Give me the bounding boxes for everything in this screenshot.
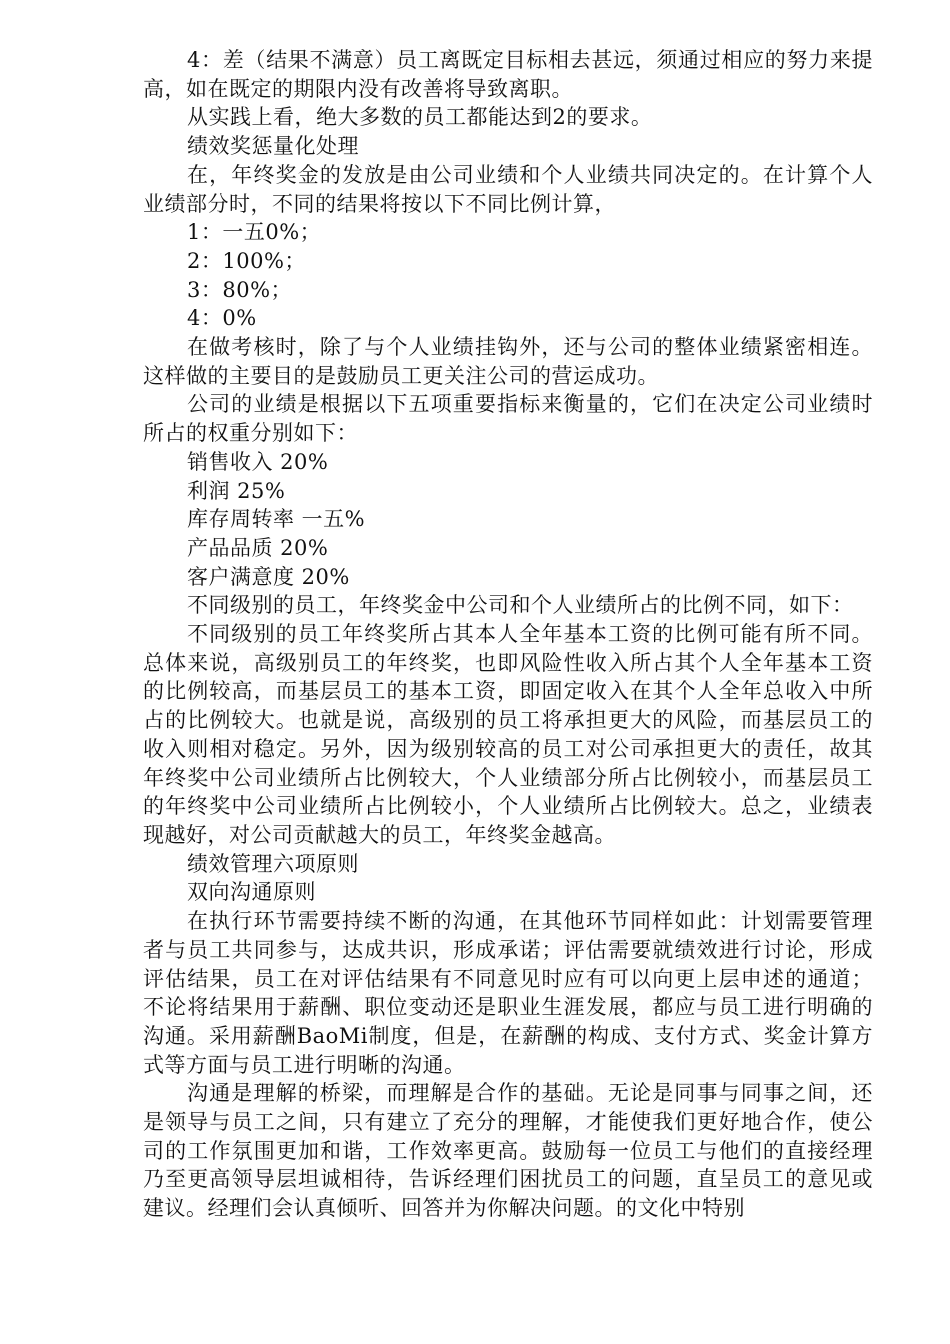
list-item: 1：一五0%； — [187, 220, 322, 245]
list-item: 利润 25% — [187, 478, 286, 503]
paragraph: 沟通是理解的桥梁，而理解是合作的基础。无论是同事与同事之间，还是领导与员工之间，只有建立了充分的理解，才能使我们更好地合作，使公司的工作氛围更加和谐，工作效率更高。鼓励每一位员工与他们的直接经理乃至更高领导层坦诚相待，告诉经理们困扰员工的问题，直呈员工的意见或建议。经理们会认真倾听、回答并为你解决问题。的文化中特别 — [143, 1081, 873, 1221]
paragraph: 在，年终奖金的发放是由公司业绩和个人业绩共同决定的。在计算个人业绩部分时，不同的结果将按以下不同比例计算， — [143, 162, 873, 216]
paragraph: 在做考核时，除了与个人业绩挂钩外，还与公司的整体业绩紧密相连。这样做的主要目的是鼓励员工更关注公司的营运成功。 — [143, 335, 873, 388]
list-item: 销售收入 20% — [187, 449, 329, 474]
section-heading: 绩效管理六项原则 — [187, 851, 359, 876]
list-item: 3：80%； — [187, 277, 293, 302]
list-item: 产品品质 20% — [187, 535, 329, 560]
list-item: 2：100%； — [187, 248, 306, 273]
document-body — [143, 46, 873, 1223]
list-item: 客户满意度 20% — [187, 564, 350, 589]
paragraph: 在执行环节需要持续不断的沟通，在其他环节同样如此：计划需要管理者与员工共同参与，达成共识，形成承诺；评估需要就绩效进行讨论，形成评估结果，员工在对评估结果有不同意见时应有可以向更上层申述的通道；不论将结果用于薪酬、职位变动还是职业生涯发展，都应与员工进行明确的沟通。采用薪酬BaoMi制度，但是，在薪酬的构成、支付方式、奖金计算方式等方面与员工进行明晰的沟通。 — [143, 909, 873, 1077]
list-item: 库存周转率 一五% — [187, 507, 366, 532]
paragraph: 从实践上看，绝大多数的员工都能达到2的要求。 — [187, 105, 653, 130]
list-item: 4：0% — [187, 306, 257, 331]
section-heading: 双向沟通原则 — [187, 880, 316, 905]
paragraph: 公司的业绩是根据以下五项重要指标来衡量的，它们在决定公司业绩时所占的权重分别如下： — [143, 392, 873, 446]
paragraph: 4：差（结果不满意）员工离既定目标相去甚远，须通过相应的努力来提高，如在既定的期限内没有改善将导致离职。 — [143, 48, 873, 101]
paragraph: 不同级别的员工，年终奖金中公司和个人业绩所占的比例不同，如下： — [187, 593, 854, 618]
paragraph: 不同级别的员工年终奖所占其本人全年基本工资的比例可能有所不同。总体来说，高级别员工的年终奖，也即风险性收入所占其个人全年基本工资的比例较高，而基层员工的基本工资，即固定收入在其个人全年总收入中所占的比例较大。也就是说，高级别的员工将承担更大的风险，而基层员工的收入则相对稳定。另外，因为级别较高的员工对公司承担更大的责任，故其年终奖中公司业绩所占比例较大，个人业绩部分所占比例较小，而基层员工的年终奖中公司业绩所占比例较小，个人业绩所占比例较大。总之，业绩表现越好，对公司贡献越大的员工，年终奖金越高。 — [143, 622, 873, 847]
section-heading: 绩效奖惩量化处理 — [187, 134, 359, 159]
